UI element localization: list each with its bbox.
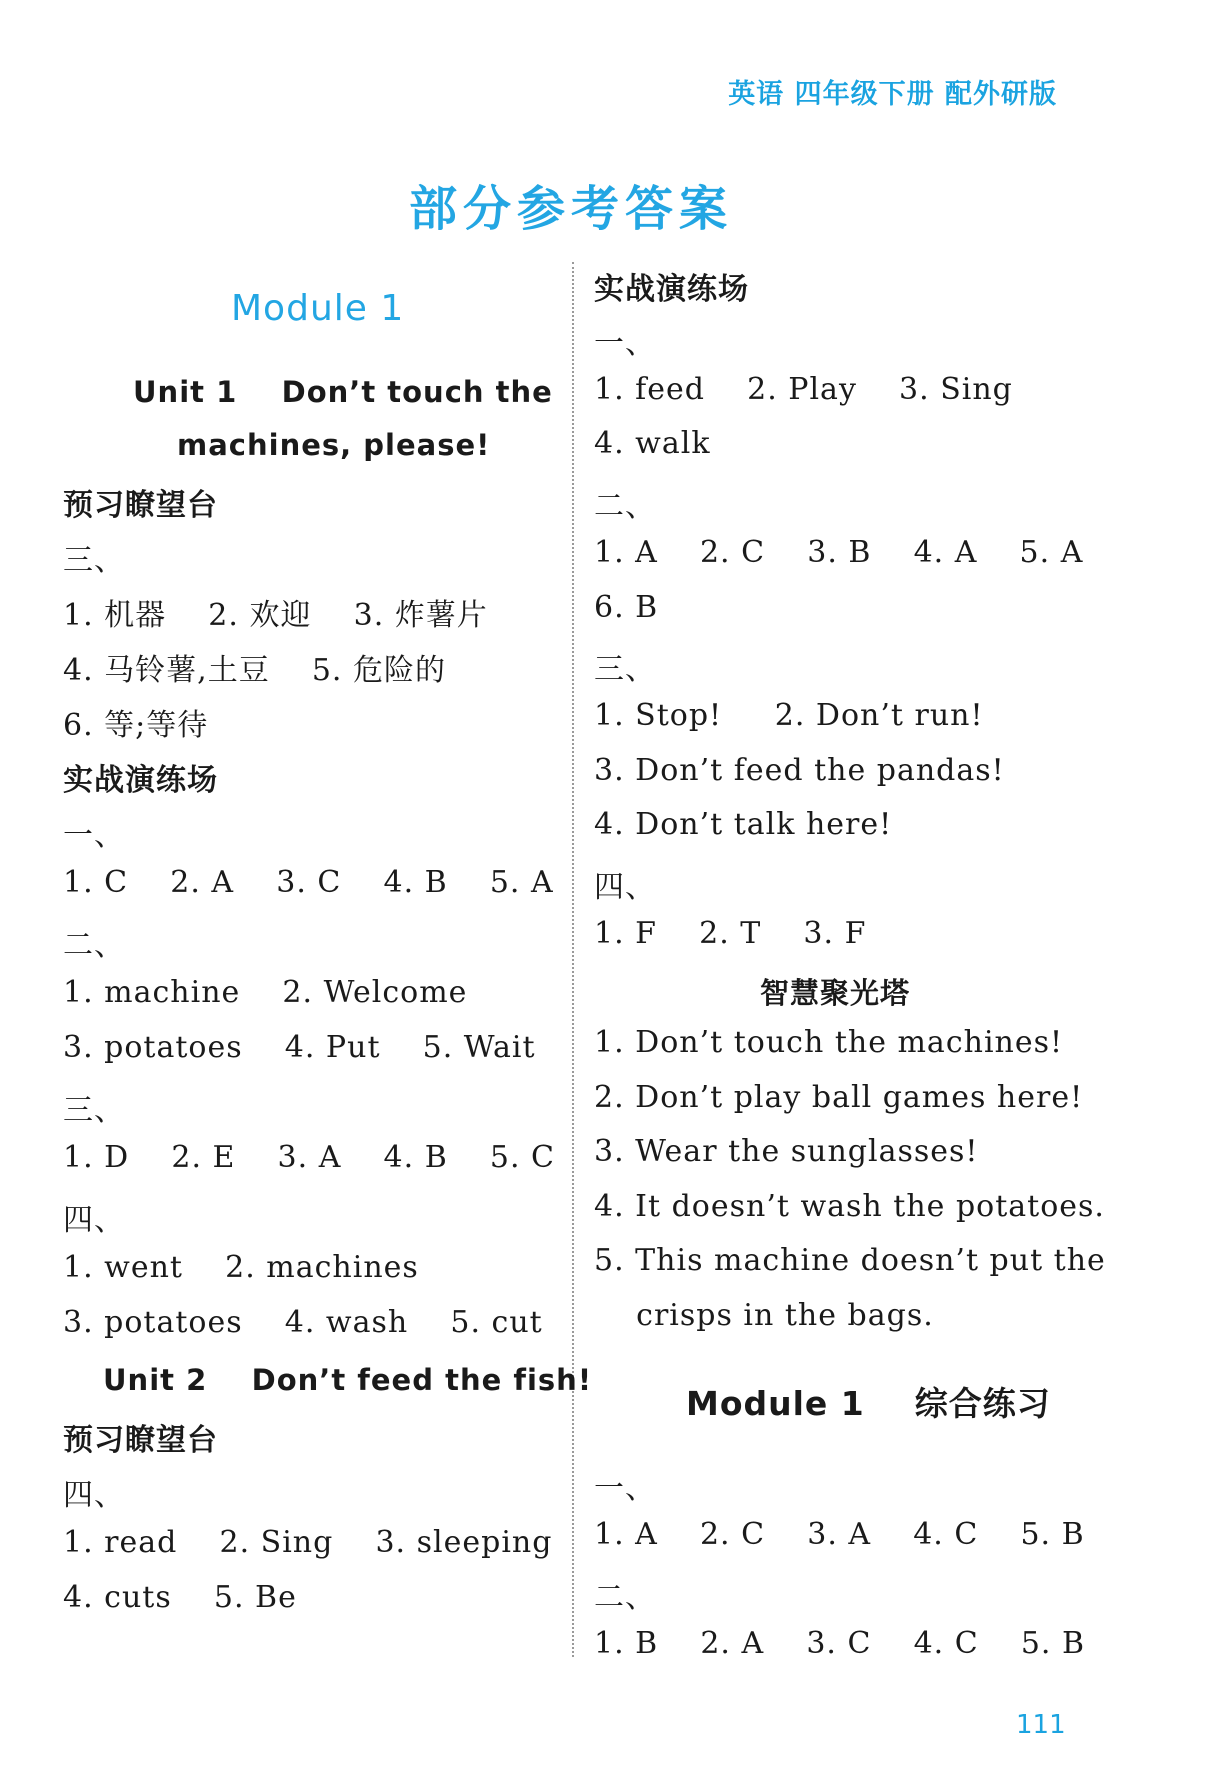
answer-line: 1. feed 2. Play 3. Sing [594,372,1013,407]
answer-line: 1. C 2. A 3. C 4. B 5. A [63,865,554,900]
column-divider [572,262,574,1657]
answer-line: 6. B [594,590,659,625]
answer-line: 1. D 2. E 3. A 4. B 5. C [63,1140,555,1175]
section-number: 二、 [63,928,125,963]
answer-line: 4. walk [594,426,711,461]
section-number: 二、 [594,1580,656,1615]
answer-line: 3. potatoes 4. wash 5. cut [63,1305,543,1340]
section-number: 一、 [63,818,125,853]
answer-line: 4. cuts 5. Be [63,1580,297,1615]
section-number: 一、 [594,1471,656,1506]
answer-line: 2. Don’t play ball games here! [594,1080,1084,1115]
unit1-title-line1: Unit 1 Don’t touch the [133,375,553,409]
answer-line: 6. 等;等待 [63,708,209,743]
section-number: 四、 [63,1203,125,1238]
section-number: 二、 [594,489,656,524]
page-title: 部分参考答案 [408,181,733,237]
answer-line: 1. read 2. Sing 3. sleeping [63,1525,553,1560]
section-number: 四、 [594,870,656,905]
answer-line: 1. A 2. C 3. B 4. A 5. A [594,535,1084,570]
section-number: 三、 [63,1093,125,1128]
answer-line: 1. Stop! 2. Don’t run! [594,698,984,733]
section-number: 三、 [594,652,656,687]
answer-line: crisps in the bags. [594,1298,934,1333]
module-exercise-heading: Module 1 综合练习 [686,1384,1051,1423]
answer-line: 4. 马铃薯,土豆 5. 危险的 [63,653,446,688]
section-practice: 实战演练场 [63,763,218,798]
section-practice: 实战演练场 [594,272,749,307]
answer-line: 3. Don’t feed the pandas! [594,753,1005,788]
section-number: 四、 [63,1478,125,1513]
unit2-title: Unit 2 Don’t feed the fish! [103,1363,593,1397]
page-header: 英语 四年级下册 配外研版 [728,79,1057,110]
answer-line: 1. went 2. machines [63,1250,419,1285]
answer-line: 4. It doesn’t wash the potatoes. [594,1189,1105,1224]
module-heading: Module 1 [231,288,405,329]
answer-line: 1. B 2. A 3. C 4. C 5. B [594,1626,1086,1661]
section-wisdom: 智慧聚光塔 [760,976,911,1010]
section-number: 一、 [594,326,656,361]
answer-line: 3. Wear the sunglasses! [594,1134,979,1169]
answer-line: 5. This machine doesn’t put the [594,1243,1106,1278]
answer-line: 1. machine 2. Welcome [63,975,468,1010]
unit1-title-line2: machines, please! [177,428,491,462]
answer-line: 1. A 2. C 3. A 4. C 5. B [594,1517,1085,1552]
answer-line: 4. Don’t talk here! [594,807,893,842]
answer-line: 1. Don’t touch the machines! [594,1025,1064,1060]
answer-line: 1. F 2. T 3. F [594,916,867,951]
answer-line: 3. potatoes 4. Put 5. Wait [63,1030,536,1065]
section-preview: 预习瞭望台 [63,488,218,523]
section-preview: 预习瞭望台 [63,1423,218,1458]
section-number: 三、 [63,543,125,578]
page-number: 111 [1016,1710,1066,1740]
answer-line: 1. 机器 2. 欢迎 3. 炸薯片 [63,598,488,633]
